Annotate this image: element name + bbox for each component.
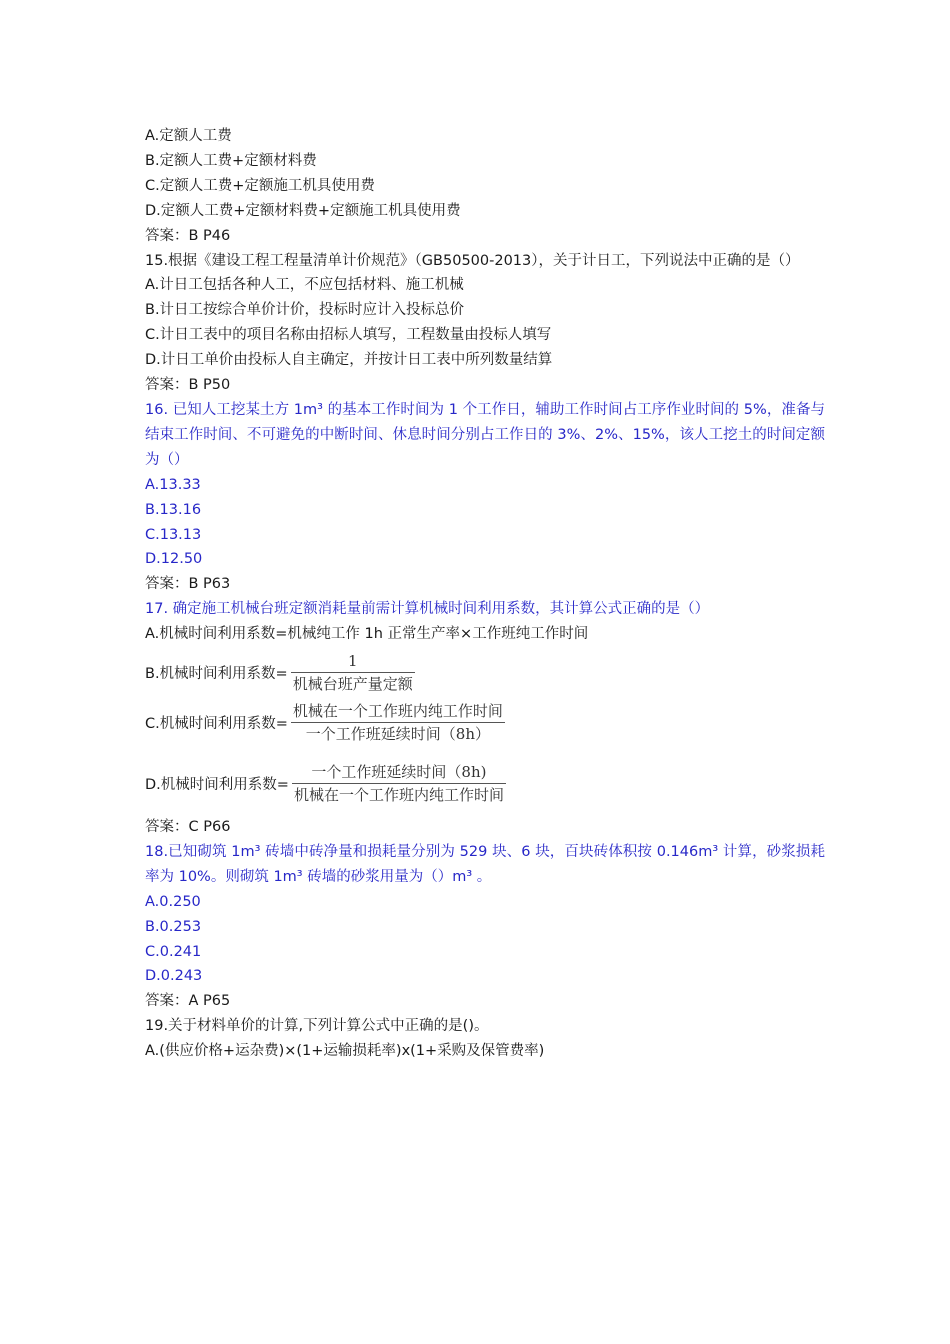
q17-option-b-label: B.机械时间利用系数=	[145, 665, 288, 682]
q18-option-a: A.0.250	[145, 893, 201, 910]
q15-option-d: D.计日工单价由投标人自主确定，并按计日工表中所列数量结算	[145, 352, 553, 369]
q15-stem: 15.根据《建设工程工程量清单计价规范》（GB50500-2013），关于计日工，下列说法中正确的是（）	[145, 252, 800, 269]
q17-option-c-fraction	[291, 700, 505, 745]
q15-answer: 答案：B P50	[145, 377, 231, 394]
q19-option-a: A.(供应价格+运杂费)×(1+运输损耗率)x(1+采购及保管费率)	[145, 1043, 545, 1060]
fraction-numerator: 机械在一个工作班内纯工作时间	[292, 701, 503, 720]
q17-option-c	[145, 697, 825, 747]
q18-answer: 答案：A P65	[145, 993, 231, 1010]
q14-option-b: B.定额人工费+定额材料费	[145, 152, 317, 169]
fraction-numerator: 1	[347, 651, 358, 670]
q18-stem: 18.已知砌筑 1m³ 砖墙中砖净量和损耗量分别为 529 块、6 块，百块砖体积按 0.146m³ 计算，砂浆损耗率为 10%。则砌筑 1m³ 砖墙的砂浆用量为（）m³ 。	[145, 843, 825, 885]
q16-option-b: B.13.16	[145, 501, 202, 518]
q16-option-a: A.13.33	[145, 476, 201, 493]
q17-option-a: A.机械时间利用系数=机械纯工作 1h 正常生产率×工作班纯工作时间	[145, 626, 589, 643]
q19-stem: 19.关于材料单价的计算,下列计算公式中正确的是()。	[145, 1018, 489, 1035]
q15-option-a: A.计日工包括各种人工，不应包括材料、施工机械	[145, 277, 464, 294]
document-body	[145, 124, 825, 1064]
q17-option-b	[145, 647, 825, 697]
q17-option-d	[145, 747, 825, 815]
q14-answer: 答案：B P46	[145, 227, 231, 244]
q17-stem: 17. 确定施工机械台班定额消耗量前需计算机械时间利用系数，其计算公式正确的是（）	[145, 601, 710, 618]
q16-stem: 16. 已知人工挖某土方 1m³ 的基本工作时间为 1 个工作日，辅助工作时间占工序作业时间的 5%，准备与结束工作时间、不可避免的中断时间、休息时间分别占工作日的 3%、2%、15%，该人工挖土的时间定额为（）	[145, 401, 825, 468]
q17-option-d-label: D.机械时间利用系数=	[145, 776, 289, 793]
q14-option-d: D.定额人工费+定额材料费+定额施工机具使用费	[145, 202, 461, 219]
q18-option-d: D.0.243	[145, 968, 203, 985]
q17-option-d-fraction	[292, 761, 506, 806]
q15-option-b: B.计日工按综合单价计价，投标时应计入投标总价	[145, 302, 465, 319]
q14-option-c: C.定额人工费+定额施工机具使用费	[145, 177, 375, 194]
fraction-denominator: 机械台班产量定额	[292, 674, 413, 693]
q16-option-c: C.13.13	[145, 526, 202, 543]
q14-option-a: A.定额人工费	[145, 128, 232, 144]
q17-answer: 答案：C P66	[145, 819, 231, 836]
fraction-numerator: 一个工作班延续时间（8h)	[311, 762, 487, 781]
q16-option-d: D.12.50	[145, 551, 203, 568]
q18-option-c: C.0.241	[145, 943, 202, 960]
q16-answer: 答案：B P63	[145, 576, 231, 593]
q17-option-b-fraction	[291, 650, 415, 695]
q15-option-c: C.计日工表中的项目名称由招标人填写，工程数量由投标人填写	[145, 327, 552, 344]
q18-option-b: B.0.253	[145, 918, 202, 935]
fraction-denominator: 一个工作班延续时间（8h）	[305, 724, 490, 743]
fraction-denominator: 机械在一个工作班内纯工作时间	[293, 785, 504, 804]
q17-option-c-label: C.机械时间利用系数=	[145, 715, 288, 732]
